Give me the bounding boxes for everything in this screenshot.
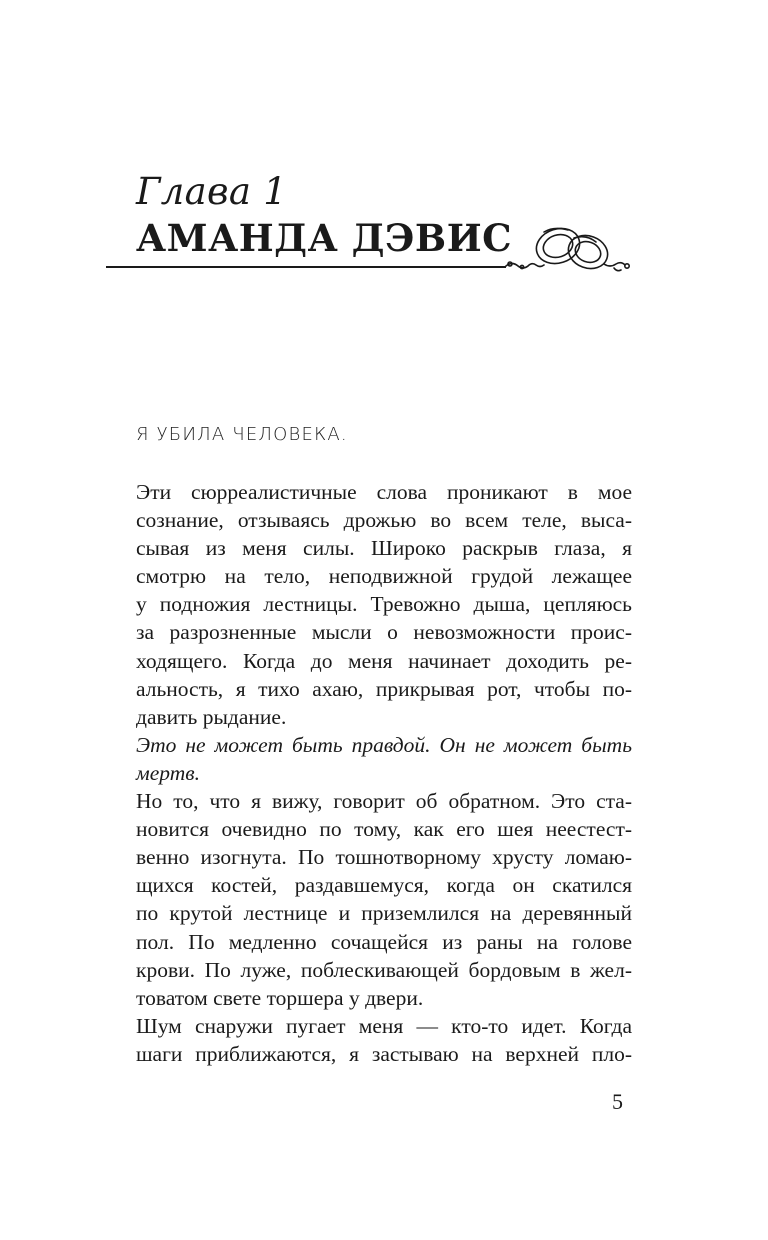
text-line: шаги приближаются, я застываю на верхней пло- <box>136 1041 632 1066</box>
text-line: Но то, что я вижу, говорит об обратном. Это ста- <box>136 789 632 814</box>
text-line: Шум снаружи пугает меня — кто-то идет. Когда <box>136 1013 632 1038</box>
text-line: пол. По медленно сочащейся из раны на голове <box>136 929 632 954</box>
text-line: новится очевидно по тому, как его шея неестест- <box>136 817 632 842</box>
page-number: 5 <box>612 1089 623 1114</box>
paragraph <box>106 478 632 731</box>
italic-paragraph <box>106 731 632 787</box>
paragraph <box>106 787 632 1012</box>
text-line: альность, я тихо ахаю, прикрывая рот, чтобы по- <box>136 676 632 701</box>
chapter-title: АМАНДА ДЭВИС <box>136 216 513 260</box>
text-line: сознание, отзываясь дрожью во всем теле, выса- <box>136 508 632 533</box>
text-line: у подножия лестницы. Тревожно дыша, цепляюсь <box>136 592 632 617</box>
text-line: по крутой лестнице и приземлился на деревянный <box>136 901 632 926</box>
paragraph <box>106 1012 632 1068</box>
wedding-rings-icon <box>496 210 636 280</box>
text-line: давить рыдание. <box>136 704 287 729</box>
text-line: ходящего. Когда до меня начинает доходить ре- <box>136 648 632 673</box>
epigraph: Я УБИЛА ЧЕЛОВЕКА. <box>136 424 348 445</box>
chapter-label: Глава 1 <box>136 170 288 213</box>
chapter-divider <box>106 266 506 268</box>
text-line: крови. По луже, поблескивающей бордовым в жел- <box>136 957 632 982</box>
text-line: Эти сюрреалистичные слова проникают в мое <box>136 480 632 504</box>
text-line: смотрю на тело, неподвижной грудой лежащее <box>136 564 632 589</box>
text-line: за разрозненные мысли о невозможности проис- <box>136 620 632 645</box>
body-text <box>106 478 632 1068</box>
text-line: сывая из меня силы. Широко раскрыв глаза, я <box>136 536 632 561</box>
text-line: мертв. <box>136 760 200 785</box>
text-line: товатом свете торшера у двери. <box>136 985 424 1010</box>
text-line: щихся костей, раздавшемуся, когда он скатился <box>136 873 632 898</box>
text-line: Это не может быть правдой. Он не может быть <box>136 732 632 757</box>
text-line: венно изогнута. По тошнотворному хрусту ломаю- <box>136 845 632 870</box>
